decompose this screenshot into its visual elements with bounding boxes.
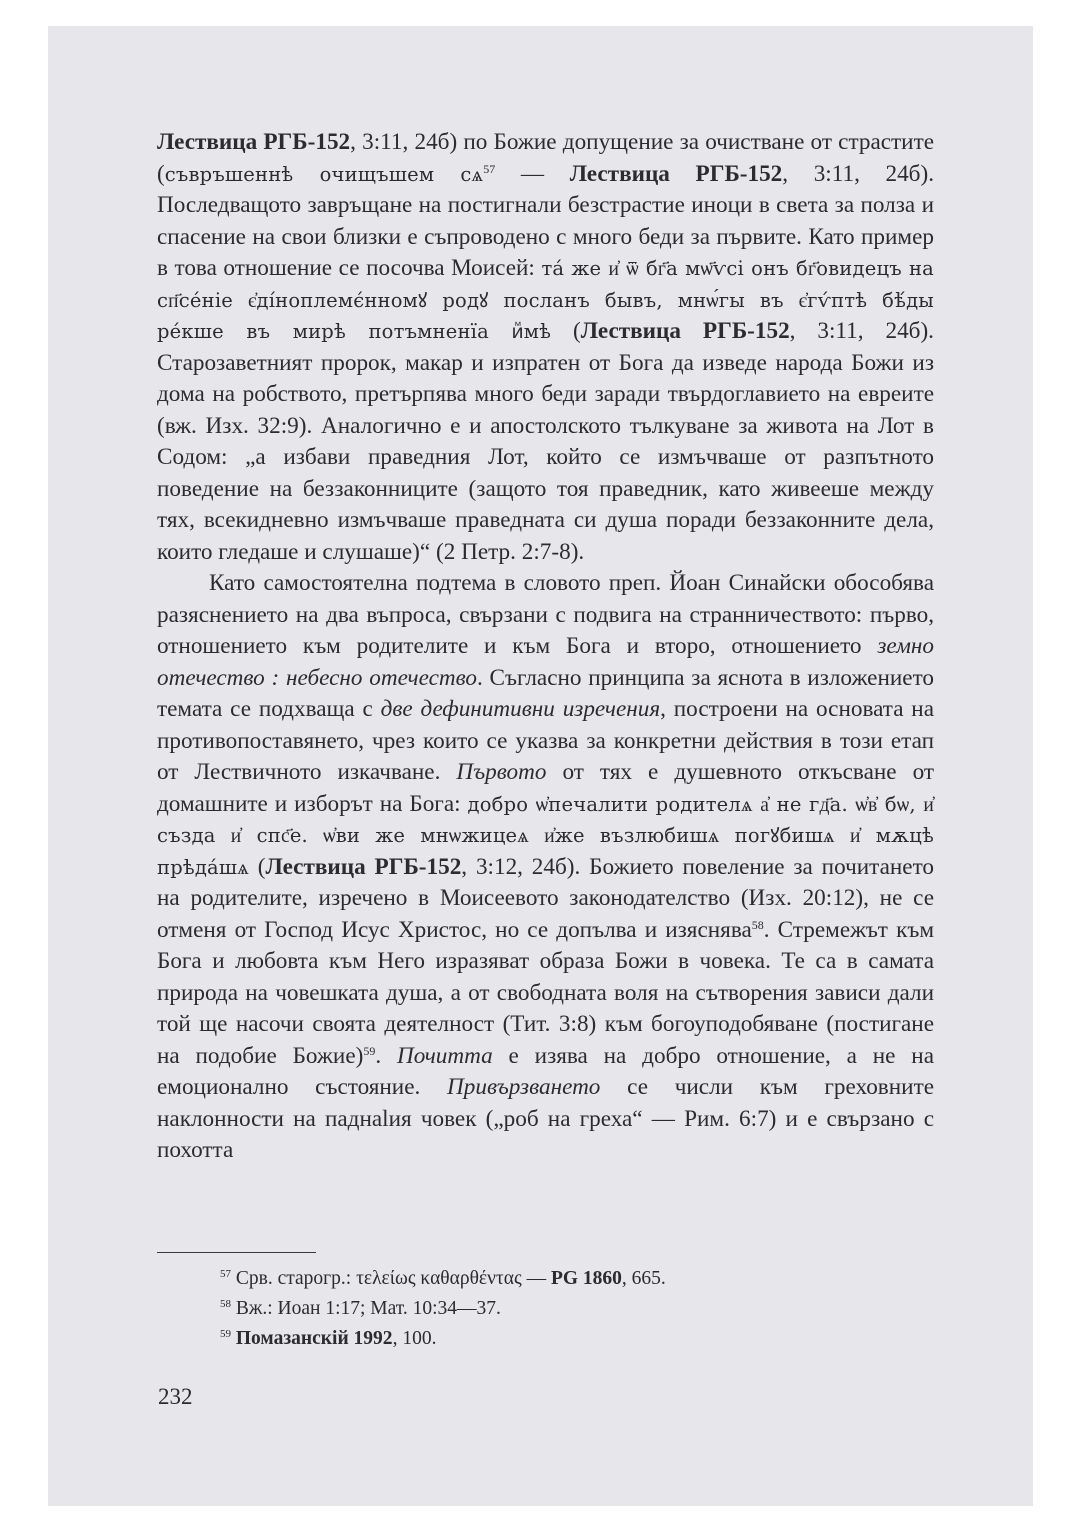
footnote-ref: 57 — [483, 161, 496, 176]
text-run: Срв. старогр.: τελείως καθαρθέντας — — [231, 1268, 551, 1289]
text-run: е изява на добро отношение, а не на емоционално състояние. — [157, 1042, 934, 1100]
text-run: . — [375, 1042, 397, 1069]
text-run: , 3:11, 24б). Старозаветният пророк, макар и изпратен от Бога да изведе народа Божи из дома на робството, претърпява много беди заради твърдоглавието на евреите (вж. Изх. 32:9). Аналогично е и апостолското тълкуване за живота на Лот в Содом: „а избави праведния Лот, който се измъчваше от разпътното поведение на беззаконниците (защото тоя праведник, като живееше между тях, всекидневно измъчваше праведната си душа поради беззаконните дела, които гледаше и слушаше)“ (2 Петр. 2:7-8). — [157, 318, 934, 565]
text-run: Първото — [456, 759, 547, 785]
text-run: Вж.: Иоан 1:17; Мат. 10:34—37. — [231, 1298, 501, 1319]
text-run: , 3:11, 24б) по Божие допущение за очистване от страстите ( — [157, 129, 935, 187]
footnote-separator — [157, 1252, 316, 1253]
page-number: 232 — [158, 1384, 193, 1409]
text-run: от тях е душевното откъсване от домашните и изборът на Бога: — [157, 759, 934, 817]
text-run: — — [495, 160, 570, 187]
paragraph-1 — [157, 127, 934, 568]
footnote-58 — [220, 1294, 920, 1324]
footnote-57 — [220, 1264, 920, 1294]
text-run: , 3:11, 24б). Последващото завръщане на постигнали безстрастие иноци в света за полза и спасение на свои близки е съпроводено с много беди за първите. Като пример в това отношение се посочва Моисей: — [157, 160, 934, 281]
text-run: Лествица РГБ-152 — [157, 129, 351, 155]
text-run: Лествица РГБ-152 — [265, 853, 462, 880]
text-run: ( — [551, 318, 581, 344]
footnote-ref: 59 — [363, 1043, 376, 1058]
text-run: Лествица РГБ-152 — [580, 318, 790, 344]
footnote-ref: 58 — [751, 917, 764, 932]
text-run: , 100. — [392, 1328, 437, 1349]
church-slavonic-quote: съвръшеннѣ очищъшем сѧ — [164, 162, 484, 186]
text-run: две дефинитивни изречения — [380, 696, 661, 722]
text-run: PG 1860 — [550, 1268, 622, 1289]
footnote-ref: 57 — [220, 1268, 231, 1280]
text-run: се числи към греховните наклонности на паднalия човек („роб на греха“ — Рим. 6:7) и е свързано с похотта — [157, 1074, 934, 1163]
footnote-59 — [220, 1324, 920, 1354]
paragraph-2 — [157, 568, 934, 1167]
text-run: . Съгласно принципа за яснота в изложението темата се подхваща с — [157, 664, 934, 722]
text-run: земно отечество : небесно отечество — [157, 633, 934, 691]
text-run: Като самостоятелна подтема в словото преп. Йоан Синайски обособява разяснението на два въпроса, свързани с подвига на странничеството: първо, отношението към родителите и към Бога и второ, отношението — [157, 570, 934, 659]
footnote-ref: 59 — [220, 1328, 231, 1340]
text-run: , построени на основата на противопоставянето, чрез които се указва за конкретни действия в този етап от Лествичното изкачване. — [157, 696, 935, 785]
text-run: . Стремежът към Бога и любовта към Него изразяват образа Божи в човека. Те са в самата природа на човешката душа, а от свободната воля на сътворения зависи дали той ще насочи своята деятелност (Тит. 3:8) към богоуподобяване (постигане на подобие Божие) — [157, 916, 934, 1069]
footnotes — [220, 1264, 920, 1354]
text-run: ( — [248, 853, 266, 880]
church-slavonic-quote: та́ же и҆ ѿ бг҃а мѡ҃ѵсі онъ бг҃овидецъ на сп҃се́ніе є҆ді́ноплемє́нномꙋ родꙋ посланъ бывъ, мнѡ́гы въ є҆гѵ́птѣ бѣ́ды ре́кше въ мирѣ потъмненїа иⷨмѣ — [157, 257, 934, 343]
footnote-ref: 58 — [220, 1298, 231, 1310]
text-run: Привързването — [447, 1074, 601, 1100]
body-text — [157, 127, 934, 1167]
text-run: Почитта — [396, 1042, 493, 1069]
text-run: , 665. — [621, 1268, 666, 1289]
text-run: Лествица РГБ-152 — [569, 160, 783, 187]
text-run: Помазанскій 1992 — [235, 1328, 393, 1349]
text-run: , 3:12, 24б). Божието повеление за почитането на родителите, изречено в Моисеевото законодателство (Изх. 20:12), не се отменя от Господ Исус Христос, но се допълва и изяснява — [157, 853, 934, 943]
church-slavonic-quote: добро ѡ҆печалити родителѧ а҆ не гд҃а. ѡ҆в҆ бѡ, и҆ създа и҆ спс҃е. ѡ҆ви же мнѡжицеѧ и҆же възлюбишѧ погꙋбишѧ и҆ мѫцѣ прѣда́шѧ — [157, 792, 934, 879]
